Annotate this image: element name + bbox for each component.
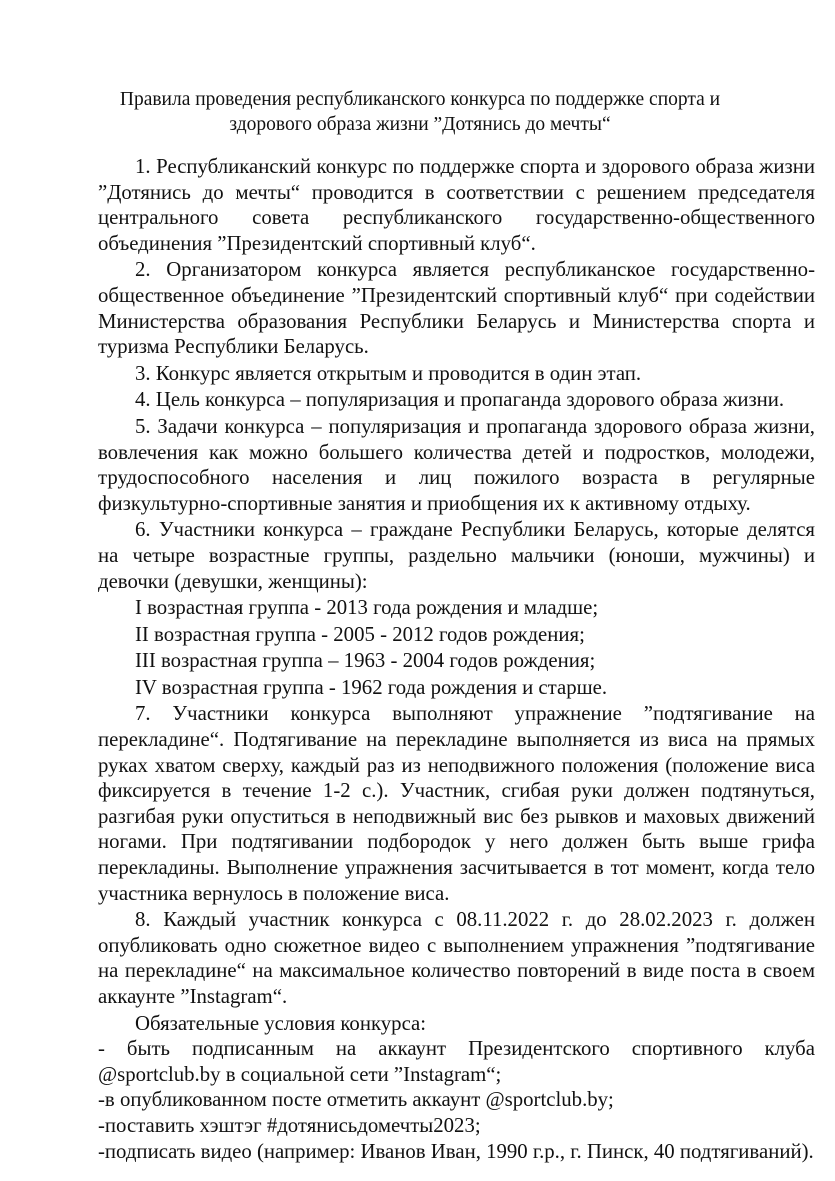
- condition-3: -поставить хэштэг #дотянисьдомечты2023;: [98, 1113, 481, 1137]
- document-body: [98, 154, 815, 1164]
- condition-1: - быть подписанным на аккаунт Президентского спортивного клуба @sportclub.by в социальной сети ”Instagram“;: [98, 1037, 815, 1086]
- age-group-4: IV возрастная группа - 1962 года рождения и старше.: [135, 675, 608, 699]
- age-group-3: III возрастная группа – 1963 - 2004 годов рождения;: [135, 649, 596, 673]
- document-title: [100, 87, 740, 137]
- paragraph-5: 5. Задачи конкурса – популяризация и пропаганда здорового образа жизни, вовлечения как можно большего количества детей и подростков, молодежи, трудоспособного населения и лиц пожилого возраста в регулярные физкультурно-спортивные занятия и приобщения их к активному отдыху.: [98, 414, 815, 515]
- paragraph-1: 1. Республиканский конкурс по поддержке спорта и здорового образа жизни ”Дотянись до мечты“ проводится в соответствии с решением председателя центрального совета республиканского государственно-общественного объединения ”Президентский спортивный клуб“.: [98, 155, 815, 255]
- paragraph-8: 8. Каждый участник конкурса с 08.11.2022 г. до 28.02.2023 г. должен опубликовать одно сюжетное видео с выполнением упражнения ”подтягивание на перекладине“ на максимальное количество повторений в виде поста в своем аккаунте ”Instagram“.: [98, 908, 815, 1008]
- age-group-1: I возрастная группа - 2013 года рождения и младше;: [135, 596, 599, 620]
- paragraph-2: 2. Организатором конкурса является республиканское государственно-общественное объединение ”Президентский спортивный клуб“ при содействии Министерства образования Республики Беларусь и Министерства спорта и туризма Республики Беларусь.: [98, 258, 815, 359]
- age-group-2: II возрастная группа - 2005 - 2012 годов рождения;: [135, 622, 585, 646]
- title-line-2: здорового образа жизни ”Дотянись до мечты“: [229, 114, 611, 135]
- conditions-heading: Обязательные условия конкурса:: [135, 1011, 427, 1035]
- condition-4: -подписать видео (например: Иванов Иван, 1990 г.р., г. Пинск, 40 подтягиваний).: [98, 1139, 814, 1163]
- paragraph-6: 6. Участники конкурса – граждане Республики Беларусь, которые делятся на четыре возрастные группы, раздельно мальчики (юноши, мужчины) и девочки (девушки, женщины):: [98, 518, 815, 593]
- condition-2: -в опубликованном посте отметить аккаунт @sportclub.by;: [98, 1088, 614, 1112]
- paragraph-7: 7. Участники конкурса выполняют упражнение ”подтягивание на перекладине“. Подтягивание на перекладине выполняется из виса на прямых руках хватом сверху, каждый раз из неподвижного положения (положение виса фиксируется в течение 1-2 с.). Участник, сгибая руки должен подтянуться, разгибая руки опуститься в неподвижный вис без рывков и маховых движений ногами. При подтягивании подбородок у него должен быть выше грифа перекладины. Выполнение упражнения засчитывается в тот момент, когда тело участника вернулось в положение виса.: [98, 702, 815, 905]
- title-line-1: Правила проведения республиканского конкурса по поддержке спорта и: [119, 89, 721, 110]
- paragraph-3: 3. Конкурс является открытым и проводится в один этап.: [135, 361, 642, 385]
- paragraph-4: 4. Цель конкурса – популяризация и пропаганда здорового образа жизни.: [135, 388, 785, 412]
